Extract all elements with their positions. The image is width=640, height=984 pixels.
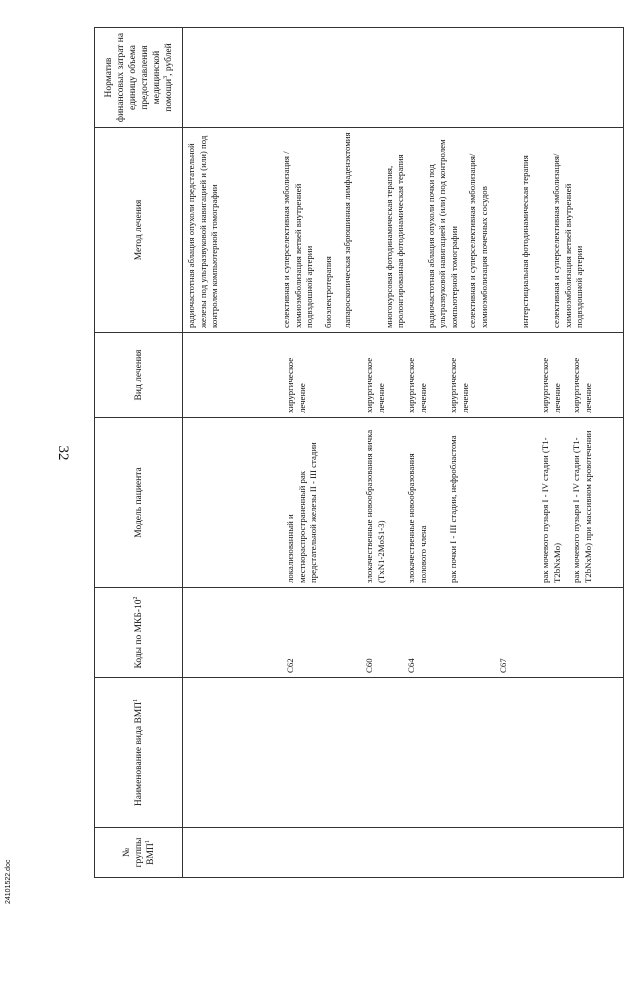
cell-patient-model — [183, 418, 624, 588]
treatment-type-text: хирургическое лечение — [571, 357, 593, 413]
footer-wrap — [4, 859, 14, 984]
cell-icd-codes — [183, 588, 624, 678]
icd-code: C62 — [285, 658, 295, 673]
vmp-table — [94, 27, 624, 878]
patient-model-text: локализованный и местнораспространенный рак предстательной железы II - III стадии — [285, 442, 318, 583]
header-treatment-type: Вид лечения — [95, 333, 183, 418]
treatment-method-text: радиочастотная аблация опухоли предстательной железы под ультразвуковой навигацией и (или) под контролем компьютерной томографии — [186, 135, 219, 328]
icd-code: C67 — [498, 658, 508, 673]
treatment-method-text: интерстициальная фотодинамическая терапия — [520, 155, 530, 328]
patient-model-text: рак мочевого пузыря I - IV стадии (T1-T2bNxMo) — [540, 437, 562, 583]
page-number: 32 — [55, 445, 71, 461]
patient-model-text: рак почки I - III стадии, нефробластома — [448, 435, 458, 583]
cell-norm — [183, 28, 624, 128]
header-patient-model: Модель пациента — [95, 418, 183, 588]
rotated-table-container — [94, 28, 624, 878]
treatment-method-text: селективная и суперселективная эмболизация/химиоэмболизация почечных сосудов — [467, 153, 489, 328]
treatment-type-text: хирургическое лечение — [406, 357, 428, 413]
header-vmp-name: Наименование вида ВМП$^1$ — [95, 678, 183, 828]
treatment-method-text: многокурсовая фотодинамическая терапия, пролонгированная фотодинамическая терапия — [383, 154, 405, 328]
header-group-no: № группы ВМП$^1$ — [95, 828, 183, 878]
header-row — [95, 28, 183, 878]
patient-model-text: рак мочевого пузыря I - IV стадии (T1-T2bNxMo) при массивном кровотечении — [571, 430, 593, 583]
treatment-method-text: лапароскопическая забрюшинная лимфаденэктомия — [341, 132, 352, 328]
treatment-type-text: хирургическое лечение — [285, 357, 307, 413]
treatment-type-text: хирургическое лечение — [364, 357, 386, 413]
icd-code: C60 — [364, 658, 374, 673]
header-icd-codes: Коды по МКБ-$10^2$ — [95, 588, 183, 678]
document-footer: 24101522.doc — [5, 859, 12, 904]
cell-treatment-type — [183, 333, 624, 418]
cell-group-no — [183, 828, 624, 878]
cell-vmp-name — [183, 678, 624, 828]
cell-treatment-method — [183, 128, 624, 333]
icd-code: C64 — [406, 658, 416, 673]
patient-model-text: злокачественные новообразования полового члена — [406, 453, 428, 583]
treatment-type-text: хирургическое лечение — [448, 357, 470, 413]
treatment-method-text: селективная и суперселективная эмболизация/химиоэмболизация ветвей внутренней подвздошной артерии — [551, 153, 584, 328]
treatment-method-text: селективная и суперселективная эмболизация /химиоэмболизация ветвей внутренней подвздошной артерии — [281, 151, 314, 328]
treatment-method-text: радиочастотная аблация опухоли почки под ультразвуковой навигацией и (или) под контролем компьютерной томографии — [425, 139, 459, 328]
header-treatment-method: Метод лечения — [95, 128, 183, 333]
patient-model-text: злокачественные новообразования яичка (TxN1-2MoS1-3) — [364, 429, 386, 583]
body-row — [183, 28, 624, 878]
header-norm: Норматив финансовых затрат на единицу объема предоставления медицинской помощи$^3$, рублей — [95, 28, 183, 128]
treatment-method-text: биоэлектротерапия — [322, 256, 333, 328]
treatment-type-text: хирургическое лечение — [540, 357, 562, 413]
